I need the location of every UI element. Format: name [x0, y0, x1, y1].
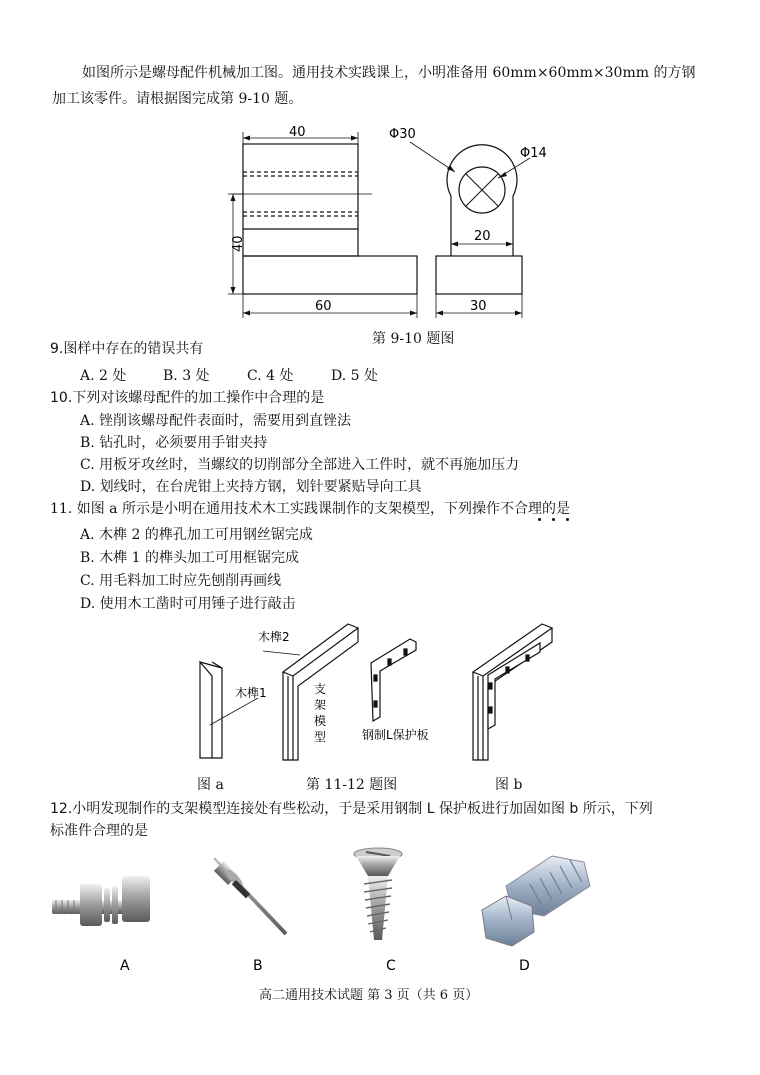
- fastener-label-c: C: [386, 958, 396, 974]
- q11-stem: 11. 如图 a 所示是小明在通用技术木工实践课制作的支架模型，下列操作不合理的是: [50, 501, 570, 517]
- label-frame-char: 型: [314, 730, 327, 744]
- q11-option-c: C. 用毛料加工时应先刨削再画线: [80, 573, 282, 589]
- q11-option-d: D. 使用木工凿时可用锤子进行敲击: [80, 596, 296, 612]
- figure-b-label: 图 b: [495, 777, 523, 793]
- front-view-upper-block: [243, 144, 358, 256]
- emphasis-dot: [552, 518, 555, 521]
- label-tenon-1: 木榫1: [235, 686, 267, 700]
- figure2-caption: 第 11-12 题图: [306, 777, 398, 793]
- bracket-model-figure: [0, 615, 760, 800]
- q12-stem-line-1: 12.小明发现制作的支架模型连接处有些松动，于是采用钢制 L 保护板进行加固如图 b 所示，下列: [50, 801, 653, 817]
- hex-bolt-icon: [482, 856, 590, 946]
- q12-stem-line-2: 标准件合理的是: [50, 823, 148, 839]
- blind-rivet-icon: [214, 858, 286, 934]
- fastener-label-a: A: [120, 958, 130, 974]
- q9-option-b: B. 3 处: [163, 368, 210, 384]
- label-tenon-2: 木榫2: [258, 630, 290, 644]
- dim-hole-diameter: Φ14: [520, 146, 547, 161]
- steel-l-plate: [371, 639, 416, 721]
- label-frame-char: 支: [314, 682, 327, 696]
- q10-stem: 10.下列对该螺母配件的加工操作中合理的是: [50, 390, 325, 406]
- dim-side-width: 20: [474, 229, 491, 244]
- q9-stem: 9.图样中存在的错误共有: [50, 341, 204, 357]
- fastener-images: [0, 840, 760, 974]
- side-view-base: [436, 256, 522, 294]
- dim-side-base: 30: [470, 299, 487, 314]
- emphasis-dot: [566, 518, 569, 521]
- q10-option-a: A. 锉削该螺母配件表面时，需要用到直锉法: [80, 413, 352, 429]
- tenon-1-piece: [200, 662, 212, 758]
- emphasis-dot: [538, 518, 541, 521]
- q10-option-c: C. 用板牙攻丝时，当螺纹的切削部分全部进入工件时，就不再施加压力: [80, 457, 520, 473]
- intro-line-2: 加工该零件。请根据图完成第 9-10 题。: [52, 91, 303, 107]
- label-frame-char: 架: [314, 698, 327, 712]
- intro-line-1: 如图所示是螺母配件机械加工图。通用技术实践课上，小明准备用 60mm×60mm×30mm 的方钢: [82, 65, 696, 81]
- q11-option-b: B. 木榫 1 的榫头加工可用框锯完成: [80, 550, 299, 566]
- dim-base-width: 60: [315, 299, 332, 314]
- fastener-label-d: D: [519, 958, 530, 974]
- nut-part-drawing: [0, 0, 760, 340]
- dim-height: 40: [231, 235, 246, 252]
- q9-option-a: A. 2 处: [80, 368, 127, 384]
- dim-outer-diameter: Φ30: [389, 127, 416, 142]
- figure1-caption: 第 9-10 题图: [372, 331, 455, 347]
- fastener-label-b: B: [253, 958, 263, 974]
- label-frame-char: 模: [314, 714, 327, 728]
- q9-option-c: C. 4 处: [247, 368, 294, 384]
- bolt-nut-assembly-icon: [52, 876, 150, 926]
- q10-option-b: B. 钻孔时，必须要用手钳夹持: [80, 435, 268, 451]
- wood-screw-icon: [354, 848, 402, 940]
- q10-option-d: D. 划线时，在台虎钳上夹持方钢，划针要紧贴导向工具: [80, 479, 422, 495]
- figure-a-label: 图 a: [197, 777, 224, 793]
- dim-top-width: 40: [289, 125, 306, 140]
- label-steel-plate: 钢制L保护板: [362, 728, 429, 742]
- front-view-base: [243, 256, 417, 294]
- q11-option-a: A. 木榫 2 的榫孔加工可用钢丝锯完成: [80, 527, 313, 543]
- q9-option-d: D. 5 处: [331, 368, 378, 384]
- page-footer: 高二通用技术试题 第 3 页（共 6 页）: [259, 988, 479, 1003]
